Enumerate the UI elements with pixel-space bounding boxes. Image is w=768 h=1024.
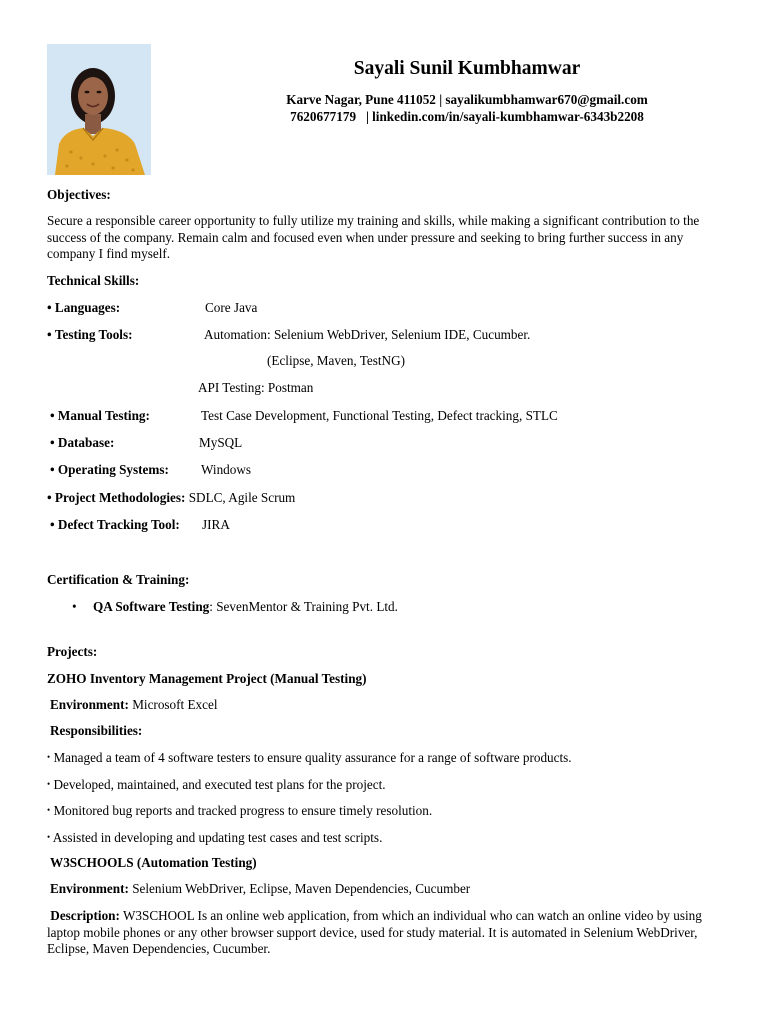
projects-heading: Projects: [47, 644, 98, 659]
project-1-title: ZOHO Inventory Management Project (Manual Testing) [47, 671, 367, 686]
skill-item [47, 300, 120, 316]
responsibility-text: Monitored bug reports and tracked progress to ensure timely resolution. [53, 803, 433, 818]
skill-item [50, 517, 180, 533]
bullet: • [47, 779, 51, 789]
bullet: • [47, 490, 52, 505]
skill-label: Testing Tools: [54, 327, 133, 342]
profile-photo [47, 44, 151, 175]
certification-item [93, 599, 398, 615]
responsibility-item [47, 829, 382, 846]
separator: | [365, 109, 369, 124]
certification-value: : SevenMentor & Training Pvt. Ltd. [209, 599, 398, 614]
bullet: • [47, 327, 52, 342]
responsibility-item [47, 802, 432, 819]
bullet: • [50, 408, 55, 423]
project-2-title: W3SCHOOLS (Automation Testing) [50, 855, 257, 870]
responsibility-item [47, 776, 386, 793]
skill-label: Defect Tracking Tool: [57, 517, 180, 532]
profile-photo-image [47, 44, 151, 175]
project-2-environment [50, 881, 470, 897]
bullet: • [50, 435, 55, 450]
technical-skills-heading: Technical Skills: [47, 273, 140, 288]
skill-value: API Testing: Postman [198, 380, 314, 395]
environment-label: Environment: [50, 697, 129, 712]
skill-item [50, 408, 150, 424]
description-label: Description: [50, 908, 120, 923]
skill-value: Windows [201, 462, 252, 477]
skill-value: Core Java [205, 300, 258, 315]
responsibility-text: Managed a team of 4 software testers to ensure quality assurance for a range of software products. [53, 750, 572, 765]
contact-line-2 [250, 109, 684, 125]
bullet: • [50, 517, 55, 532]
candidate-name: Sayali Sunil Kumbhamwar [353, 58, 581, 79]
objectives-text: Secure a responsible career opportunity to fully utilize my training and skills, while making a significant contribution to the success of the company. Remain calm and focused even when under pressure and seeking to bring further success in any company I find myself. [47, 213, 700, 261]
skill-value: JIRA [202, 517, 230, 532]
skill-value: MySQL [199, 435, 243, 450]
environment-label: Environment: [50, 881, 129, 896]
skill-value: Automation: Selenium WebDriver, Selenium IDE, Cucumber. [204, 327, 531, 342]
skill-item [47, 490, 295, 506]
contact-line-1 [250, 92, 684, 108]
description-value: W3SCHOOL Is an online web application, from which an individual who can watch an online video by using laptop mobile phones or any other browser support device, used for study material. It is automated in Selenium WebDriver, Eclipse, Maven Dependencies, Cucumber. [47, 908, 702, 956]
bullet: • [47, 832, 51, 842]
skill-value: SDLC, Agile Scrum [188, 490, 296, 505]
environment-value: Microsoft Excel [128, 697, 218, 712]
bullet: • [47, 300, 52, 315]
responsibility-text: Developed, maintained, and executed test plans for the project. [53, 777, 386, 792]
email-link[interactable]: sayalikumbhamwar670@gmail.com [445, 92, 648, 107]
skill-value: Test Case Development, Functional Testing, Defect tracking, STLC [201, 408, 558, 423]
responsibility-text: Assisted in developing and updating test cases and test scripts. [52, 830, 383, 845]
objectives-heading: Objectives: [47, 187, 111, 202]
skill-item [50, 462, 169, 478]
address: Karve Nagar, Pune 411052 [286, 92, 436, 107]
project-2-description [47, 908, 723, 958]
skill-value: (Eclipse, Maven, TestNG) [267, 353, 405, 368]
skill-label: Operating Systems: [57, 462, 169, 477]
responsibility-item [47, 749, 572, 766]
skill-item [50, 435, 114, 451]
linkedin-link[interactable]: linkedin.com/in/sayali-kumbhamwar-6343b2208 [372, 109, 644, 124]
phone: 7620677179 [290, 109, 357, 124]
project-1-environment [50, 697, 218, 713]
skill-label: Project Methodologies: [54, 490, 186, 505]
skill-label: Languages: [54, 300, 121, 315]
environment-value: Selenium WebDriver, Eclipse, Maven Dependencies, Cucumber [128, 881, 471, 896]
skill-item [47, 327, 133, 343]
certification-heading: Certification & Training: [47, 572, 190, 587]
skill-label: Manual Testing: [57, 408, 150, 423]
responsibilities-heading: Responsibilities: [50, 723, 143, 738]
bullet: • [47, 752, 51, 762]
certification-bullet: • [72, 599, 77, 614]
certification-label: QA Software Testing [93, 599, 210, 614]
separator: | [439, 92, 443, 107]
skill-label: Database: [57, 435, 115, 450]
bullet: • [47, 805, 51, 815]
bullet: • [50, 462, 55, 477]
